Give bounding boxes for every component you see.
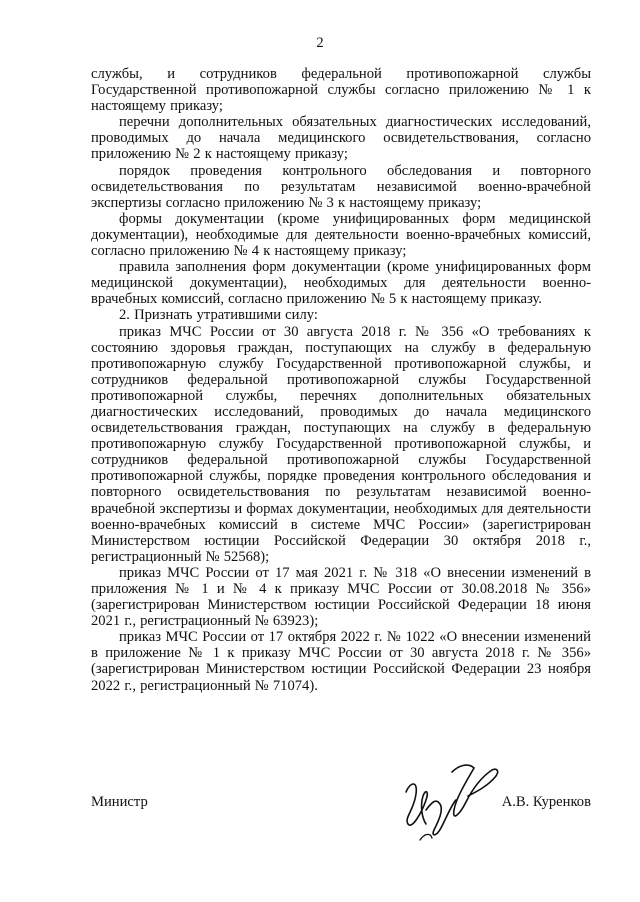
signatory-title: Министр [91,794,148,810]
signature-block [91,794,591,814]
paragraph-continuation: службы, и сотрудников федеральной противопожарной службы Государственной противопожарной службы согласно приложению № 1 к настоящему приказу; [91,66,591,115]
signatory-name: А.В. Куренков [501,794,591,810]
page-number: 2 [316,35,324,51]
paragraph-appendix-3: порядок проведения контрольного обследования и повторного освидетельствования по результатам независимой военно-врачебной экспертизы согласно приложению № 3 к настоящему приказу; [91,162,591,211]
paragraph-order-1022: приказ МЧС России от 17 октября 2022 г. № 1022 «О внесении изменений в приложение № 1 к приказу МЧС России от 30 августа 2018 г. № 356» (зарегистрирован Министерством юстиции Российской Федерации 23 ноября 2022 г., регистрационный № 71074). [91,629,591,694]
paragraph-order-318: приказ МЧС России от 17 мая 2021 г. № 318 «О внесении изменений в приложения № 1 и № 4 к приказу МЧС России от 30.08.2018 № 356» (зарегистрирован Министерством юстиции Российской Федерации 18 июня 2021 г., регистрационный № 63923); [91,564,591,630]
paragraph-appendix-2: перечни дополнительных обязательных диагностических исследований, проводимых до начала медицинского освидетельствования, согласно приложению № 2 к настоящему приказу; [91,114,591,163]
paragraph-appendix-4: формы документации (кроме унифицированных форм медицинской документации), необходимые для деятельности военно-врачебных комиссий, согласно приложению № 4 к настоящему приказу; [91,210,591,260]
paragraph-order-356: приказ МЧС России от 30 августа 2018 г. № 356 «О требованиях к состоянию здоровья граждан, поступающих на службу в федеральную противопожарную службу Государственной противопожарной службы, и сотрудников федеральной противопожарной службы Государственной противопожарной службы, перечнях дополнительных обязательных диагностических исследований, проводимых до начала медицинского освидетельствования граждан, поступающих на службу в федеральную противопожарную службу Государственной противопожарной службы, и сотрудников федеральной противопожарной службы Государственной противопожарной службы, порядке проведения контрольного обследования и повторного освидетельствования по результатам независимой военно-врачебной экспертизы и формах документации, необходимых для деятельности военно-врачебных комиссий в системе МЧС России» (зарегистрирован Министерством юстиции Российской Федерации 30 октября 2018 г., регистрационный № 52568); [91,323,591,565]
document-body [91,66,591,694]
paragraph-item-2-heading: 2. Признать утратившими силу: [119,307,318,324]
paragraph-appendix-5: правила заполнения форм документации (кроме унифицированных форм медицинской документации), необходимых для деятельности военно-врачебных комиссий, согласно приложению № 5 к настоящему приказу. [91,259,591,308]
